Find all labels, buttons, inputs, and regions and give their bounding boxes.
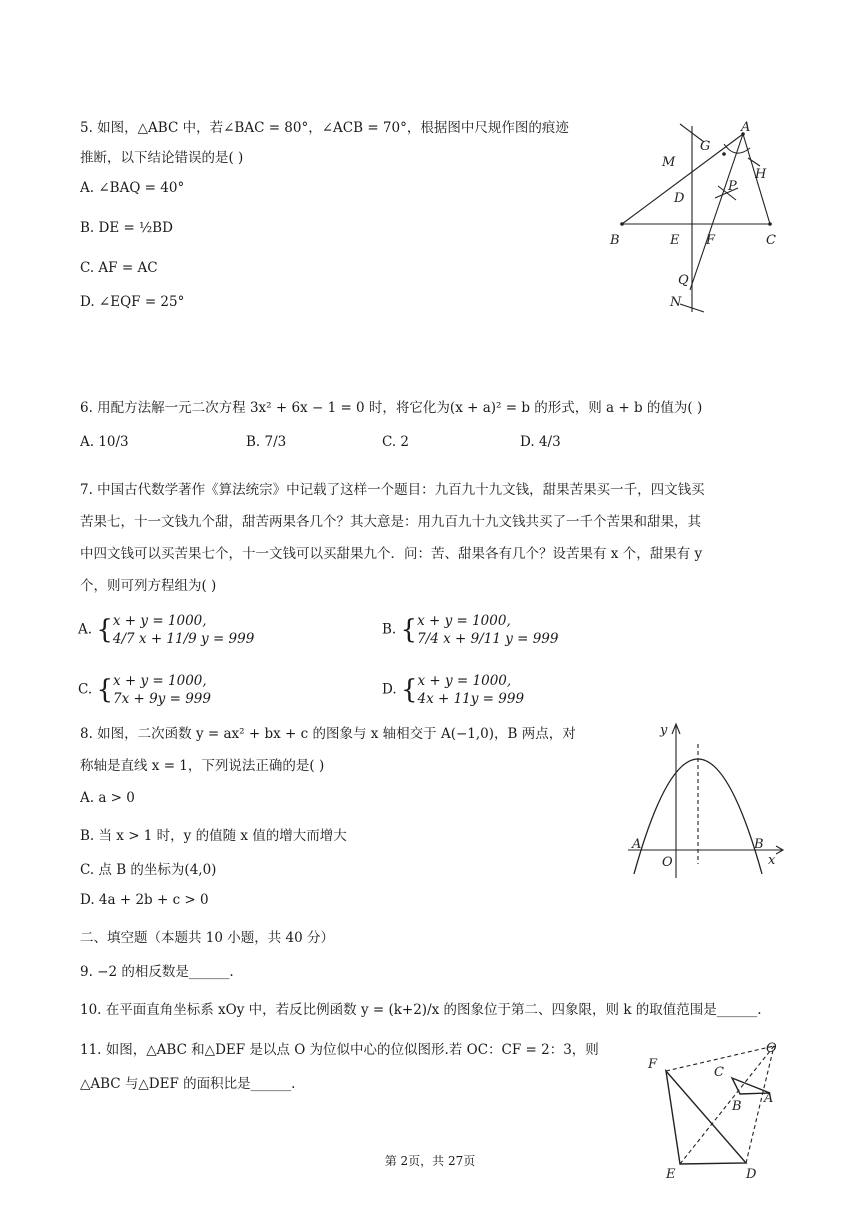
q5-label-b: B <box>610 233 620 248</box>
q7-line3: 中四文钱可以买苦果七个，十一文钱可以买甜果九个．问：苦、甜果各有几个？设苦果有 x 个，甜果有 y <box>80 546 703 562</box>
q5-label-h: H <box>755 167 767 182</box>
q7-option-c-label: C. <box>78 681 93 698</box>
q5-label-m: M <box>662 155 676 170</box>
q8-label-b: B <box>754 837 764 852</box>
q5-option-b: B. DE = ½BD <box>80 220 173 236</box>
q8-label-x: x <box>768 853 776 868</box>
q7-line1: 7. 中国古代数学著作《算法统宗》中记载了这样一个题目：九百九十九文钱，甜果苦果买一千，四文钱买 <box>80 482 705 498</box>
q7-option-c: C. { x + y = 1000, 7x + 9y = 999 <box>78 673 211 707</box>
q7-option-a-eq2: 4/7 x + 11/9 y = 999 <box>112 631 255 647</box>
q11-label-f: F <box>648 1057 658 1072</box>
q7-option-b: B. { x + y = 1000, 7/4 x + 9/11 y = 999 <box>382 613 559 647</box>
q8-label-o: O <box>662 855 673 870</box>
q6-stem: 6. 用配方法解一元二次方程 3x² + 6x − 1 = 0 时，将它化为(x + a)² = b 的形式，则 a + b 的值为( ) <box>80 400 703 416</box>
q7-option-a-eq1: x + y = 1000, <box>112 613 207 629</box>
q7-option-b-eq1: x + y = 1000, <box>417 613 511 629</box>
q6-option-c: C. 2 <box>382 434 410 450</box>
q6-option-d: D. 4/3 <box>520 434 561 450</box>
q5-label-g: G <box>700 139 711 154</box>
q5-label-c: C <box>766 233 776 248</box>
q7-option-d-eq2: 4x + 11y = 999 <box>417 691 525 707</box>
q7-option-c-eq1: x + y = 1000, <box>112 673 207 689</box>
page-footer: 第 2页，共 27页 <box>384 1154 476 1168</box>
q5-stem-line2: 推断，以下结论错误的是( ) <box>80 150 244 166</box>
q7-option-d-eq1: x + y = 1000, <box>417 673 512 689</box>
q10: 10. 在平面直角坐标系 xOy 中，若反比例函数 y = (k+2)/x 的图象位于第二、四象限，则 k 的取值范围是______. <box>80 1002 762 1018</box>
q6-option-b: B. 7/3 <box>246 434 287 450</box>
q8-option-a: A. a > 0 <box>80 790 135 806</box>
q8-option-c: C. 点 B 的坐标为(4,0) <box>80 862 217 878</box>
q8-option-b: B. 当 x > 1 时，y 的值随 x 值的增大而增大 <box>80 828 347 844</box>
q5-label-e: E <box>670 233 680 248</box>
q7-option-d-label: D. <box>382 681 397 698</box>
q11-label-d: D <box>746 1167 757 1180</box>
q8-label-a: A <box>632 837 642 852</box>
q8-label-y: y <box>660 723 668 738</box>
q8-stem-line2: 称轴是直线 x = 1，下列说法正确的是( ) <box>80 758 325 774</box>
q11-label-a: A <box>764 1091 774 1106</box>
q5-option-c: C. AF = AC <box>80 260 158 276</box>
q9: 9. −2 的相反数是______. <box>80 964 234 980</box>
q7-option-a-label: A. <box>78 621 93 638</box>
q5-label-n: N <box>670 295 682 310</box>
q8-parabola-figure <box>620 714 790 884</box>
q11-line2: △ABC 与△DEF 的面积比是______. <box>80 1076 296 1092</box>
q5-stem-line1: 5. 如图，△ABC 中，若∠BAC = 80°，∠ACB = 70°，根据图中尺规作图的痕迹 <box>80 120 569 136</box>
q5-label-a: A <box>741 120 751 135</box>
q6-option-a: A. 10/3 <box>80 434 129 450</box>
q5-triangle-figure <box>600 118 800 318</box>
q7-line4: 个，则可列方程组为( ) <box>80 578 217 594</box>
q7-option-b-label: B. <box>382 621 397 638</box>
q11-label-e: E <box>666 1167 676 1180</box>
q7-option-c-eq2: 7x + 9y = 999 <box>112 691 211 707</box>
q5-option-d: D. ∠EQF = 25° <box>80 294 185 310</box>
section-2-heading: 二、填空题（本题共 10 小题，共 40 分） <box>80 930 335 946</box>
q5-label-p: P <box>728 179 737 194</box>
q5-label-d: D <box>674 191 685 206</box>
q8-option-d: D. 4a + 2b + c > 0 <box>80 892 209 908</box>
q5-label-q: Q <box>678 273 689 288</box>
q11-label-o: O <box>766 1041 777 1056</box>
q7-option-a: A. { x + y = 1000, 4/7 x + 11/9 y = 999 <box>78 613 255 647</box>
q5-option-a: A. ∠BAQ = 40° <box>80 180 185 196</box>
q11-label-b: B <box>732 1099 742 1114</box>
q7-option-d: D. { x + y = 1000, 4x + 11y = 999 <box>382 673 525 707</box>
q5-label-f: F <box>706 233 716 248</box>
q7-option-b-eq2: 7/4 x + 9/11 y = 999 <box>417 631 559 647</box>
q11-line1: 11. 如图，△ABC 和△DEF 是以点 O 为位似中心的位似图形.若 OC：CF = 2：3，则 <box>80 1042 599 1058</box>
q11-label-c: C <box>714 1065 724 1080</box>
q8-stem-line1: 8. 如图，二次函数 y = ax² + bx + c 的图象与 x 轴相交于 A(−1,0)，B 两点，对 <box>80 726 576 742</box>
q7-line2: 苦果七，十一文钱九个甜，甜苦两果各几个？其大意是：用九百九十九文钱共买了一千个苦果和甜果，其 <box>80 514 701 530</box>
